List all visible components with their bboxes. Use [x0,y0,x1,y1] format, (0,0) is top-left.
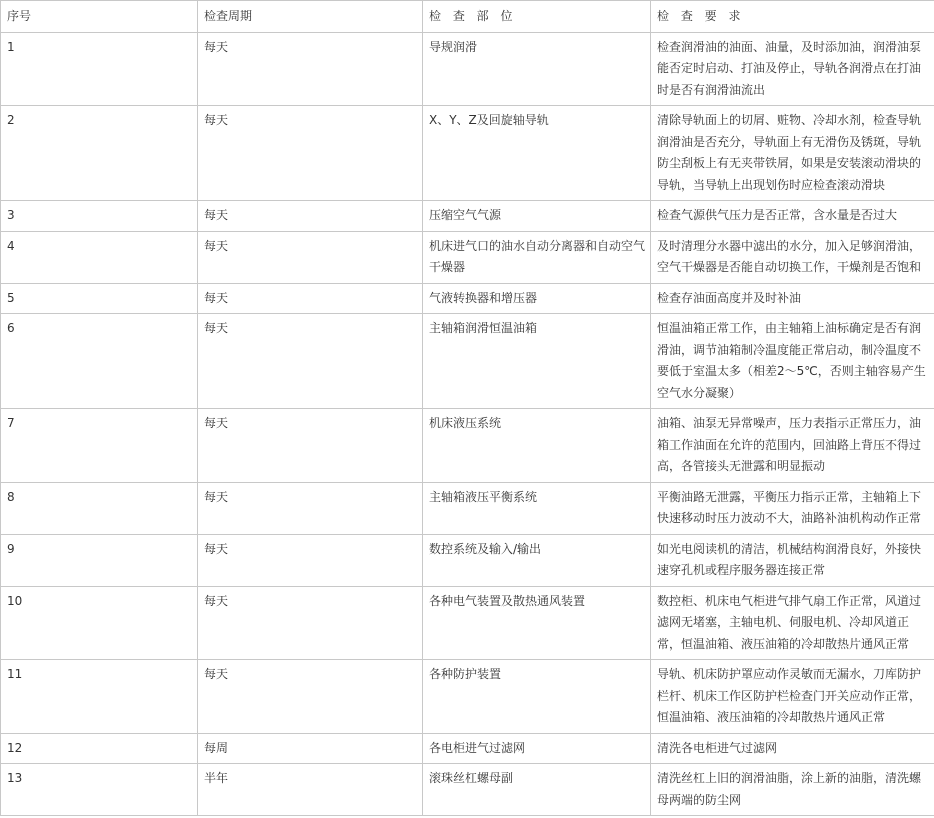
cell-serial-number: 11 [1,660,198,734]
table-row [1,106,934,201]
cell-requirement: 平衡油路无泄露，平衡压力指示正常，主轴箱上下快速移动时压力波动不大，油路补油机构动作正常 [651,482,934,534]
cell-serial-number: 8 [1,482,198,534]
table-row [1,32,934,106]
cell-part: 各电柜进气过滤网 [423,733,651,764]
cell-requirement: 数控柜、机床电气柜进气排气扇工作正常，风道过滤网无堵塞，主轴电机、伺服电机、冷却风道正常，恒温油箱、液压油箱的冷却散热片通风正常 [651,586,934,660]
cell-period: 每天 [198,534,423,586]
cell-serial-number: 13 [1,764,198,816]
cell-part: 主轴箱润滑恒温油箱 [423,314,651,409]
header-row [1,1,934,33]
table-row [1,534,934,586]
cell-serial-number: 3 [1,201,198,232]
cell-part: 压缩空气气源 [423,201,651,232]
cell-requirement: 检查润滑油的油面、油量，及时添加油，润滑油泵能否定时启动、打油及停止，导轨各润滑点在打油时是否有润滑油流出 [651,32,934,106]
cell-part: 各种电气装置及散热通风装置 [423,586,651,660]
header-inspection-requirement: 检 查 要 求 [651,1,934,33]
table-row [1,314,934,409]
cell-part: 气液转换器和增压器 [423,283,651,314]
table-row [1,201,934,232]
cell-serial-number: 4 [1,231,198,283]
header-serial-number: 序号 [1,1,198,33]
cell-requirement: 清洗各电柜进气过滤网 [651,733,934,764]
header-inspection-period: 检查周期 [198,1,423,33]
cell-period: 每天 [198,314,423,409]
cell-requirement: 检查气源供气压力是否正常，含水量是否过大 [651,201,934,232]
cell-requirement: 油箱、油泵无异常噪声，压力表指示正常压力，油箱工作油面在允许的范围内，回油路上背压不得过高，各管接头无泄露和明显振动 [651,409,934,483]
cell-period: 半年 [198,764,423,816]
cell-period: 每天 [198,283,423,314]
cell-requirement: 导轨、机床防护罩应动作灵敏而无漏水，刀库防护栏杆、机床工作区防护栏检查门开关应动作正常，恒温油箱、液压油箱的冷却散热片通风正常 [651,660,934,734]
cell-serial-number: 9 [1,534,198,586]
cell-period: 每天 [198,409,423,483]
cell-part: 机床进气口的油水自动分离器和自动空气干燥器 [423,231,651,283]
table-row [1,482,934,534]
cell-part: X、Y、Z及回旋轴导轨 [423,106,651,201]
cell-period: 每天 [198,201,423,232]
cell-period: 每周 [198,733,423,764]
cell-requirement: 检查存油面高度并及时补油 [651,283,934,314]
table-row [1,409,934,483]
cell-serial-number: 5 [1,283,198,314]
cell-period: 每天 [198,586,423,660]
table-row [1,586,934,660]
cell-requirement: 及时清理分水器中滤出的水分，加入足够润滑油，空气干燥器是否能自动切换工作，干燥剂是否饱和 [651,231,934,283]
cell-part: 主轴箱液压平衡系统 [423,482,651,534]
table-row [1,660,934,734]
cell-requirement: 清洗丝杠上旧的润滑油脂，涂上新的油脂，清洗螺母两端的防尘网 [651,764,934,816]
cell-serial-number: 7 [1,409,198,483]
cell-serial-number: 6 [1,314,198,409]
cell-serial-number: 1 [1,32,198,106]
cell-part: 滚珠丝杠螺母副 [423,764,651,816]
table-row [1,283,934,314]
header-inspection-part: 检 查 部 位 [423,1,651,33]
cell-part: 机床液压系统 [423,409,651,483]
cell-period: 每天 [198,660,423,734]
cell-part: 导规润滑 [423,32,651,106]
cell-requirement: 恒温油箱正常工作，由主轴箱上油标确定是否有润滑油，调节油箱制冷温度能正常启动，制冷温度不要低于室温太多（相差2～5℃，否则主轴容易产生空气水分凝聚） [651,314,934,409]
cell-period: 每天 [198,482,423,534]
cell-serial-number: 12 [1,733,198,764]
cell-requirement: 如光电阅读机的清洁，机械结构润滑良好，外接快速穿孔机或程序服务器连接正常 [651,534,934,586]
cell-serial-number: 2 [1,106,198,201]
table-row [1,733,934,764]
cell-serial-number: 10 [1,586,198,660]
cell-part: 数控系统及输入/输出 [423,534,651,586]
cell-requirement: 清除导轨面上的切屑、赃物、冷却水剂，检查导轨润滑油是否充分，导轨面上有无滑伤及锈斑，导轨防尘刮板上有无夹带铁屑，如果是安装滚动滑块的导轨，当导轨上出现划伤时应检查滚动滑块 [651,106,934,201]
cell-period: 每天 [198,106,423,201]
table-row [1,231,934,283]
cell-part: 各种防护装置 [423,660,651,734]
cell-period: 每天 [198,32,423,106]
table-row [1,764,934,816]
cell-period: 每天 [198,231,423,283]
